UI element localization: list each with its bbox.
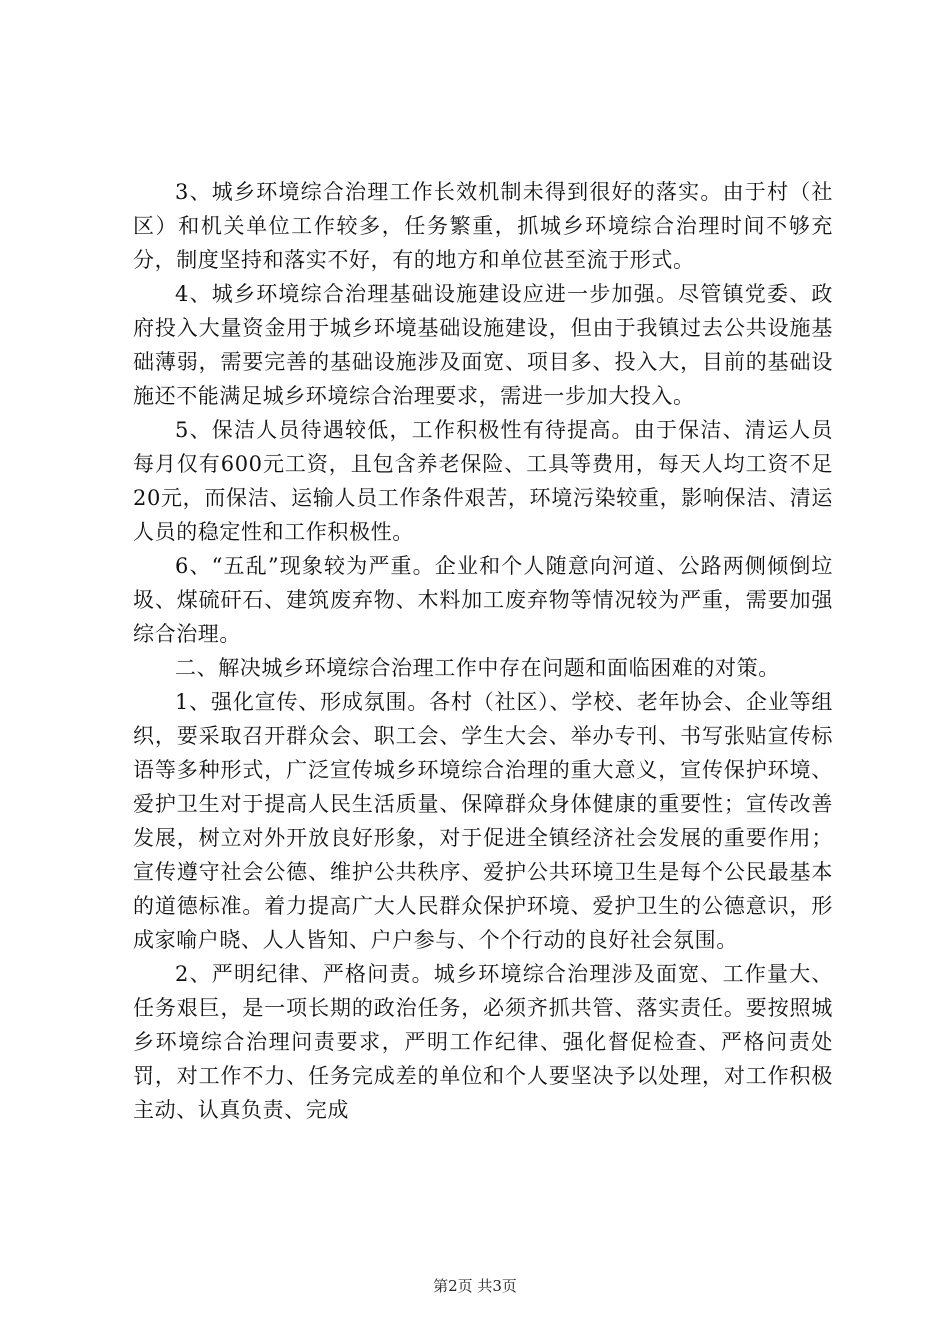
paragraph-item-5: 5、保洁人员待遇较低，工作积极性有待提高。由于保洁、清运人员每月仅有600元工资，且包含养老保险、工具等费用，每天人均工资不足20元，而保洁、运输人员工作条件艰苦，环境污染较重，影响保洁、清运人员的稳定性和工作积极性。 xyxy=(133,418,833,544)
paragraph-item-4: 4、城乡环境综合治理基础设施建设应进一步加强。尽管镇党委、政府投入大量资金用于城乡环境基础设施建设，但由于我镇过去公共设施基础薄弱，需要完善的基础设施涉及面宽、项目多、投入大，目前的基础设施还不能满足城乡环境综合治理要求，需进一步加大投入。 xyxy=(133,282,833,408)
paragraph-measure-2: 2、严明纪律、严格问责。城乡环境综合治理涉及面宽、工作量大、任务艰巨，是一项长期的政治任务，必须齐抓共管、落实责任。要按照城乡环境综合治理问责要求，严明工作纪律、强化督促检查、严格问责处罚，对工作不力、任务完成差的单位和个人要坚决予以处理，对工作积极主动、认真负责、完成 xyxy=(133,962,833,1122)
document-body xyxy=(133,175,833,1127)
paragraph-item-3: 3、城乡环境综合治理工作长效机制未得到很好的落实。由于村（社区）和机关单位工作较多，任务繁重，抓城乡环境综合治理时间不够充分，制度坚持和落实不好，有的地方和单位甚至流于形式。 xyxy=(133,180,833,272)
section-heading-2: 二、解决城乡环境综合治理工作中存在问题和面临困难的对策。 xyxy=(175,656,780,680)
page-footer: 第2页 共3页 xyxy=(433,1277,517,1295)
paragraph-item-6: 6、“五乱”现象较为严重。企业和个人随意向河道、公路两侧倾倒垃圾、煤硫矸石、建筑废弃物、木料加工废弃物等情况较为严重，需要加强综合治理。 xyxy=(133,554,833,646)
paragraph-measure-1: 1、强化宣传、形成氛围。各村（社区）、学校、老年协会、企业等组织，要采取召开群众会、职工会、学生大会、举办专刊、书写张贴宣传标语等多种形式，广泛宣传城乡环境综合治理的重大意义，宣传保护环境、爱护卫生对于提高人民生活质量、保障群众身体健康的重要性；宣传改善发展，树立对外开放良好形象，对于促进全镇经济社会发展的重要作用；宣传遵守社会公德、维护公共秩序、爱护公共环境卫生是每个公民最基本的道德标准。着力提高广大人民群众保护环境、爱护卫生的公德意识，形成家喻户晓、人人皆知、户户参与、个个行动的良好社会氛围。 xyxy=(133,690,833,952)
